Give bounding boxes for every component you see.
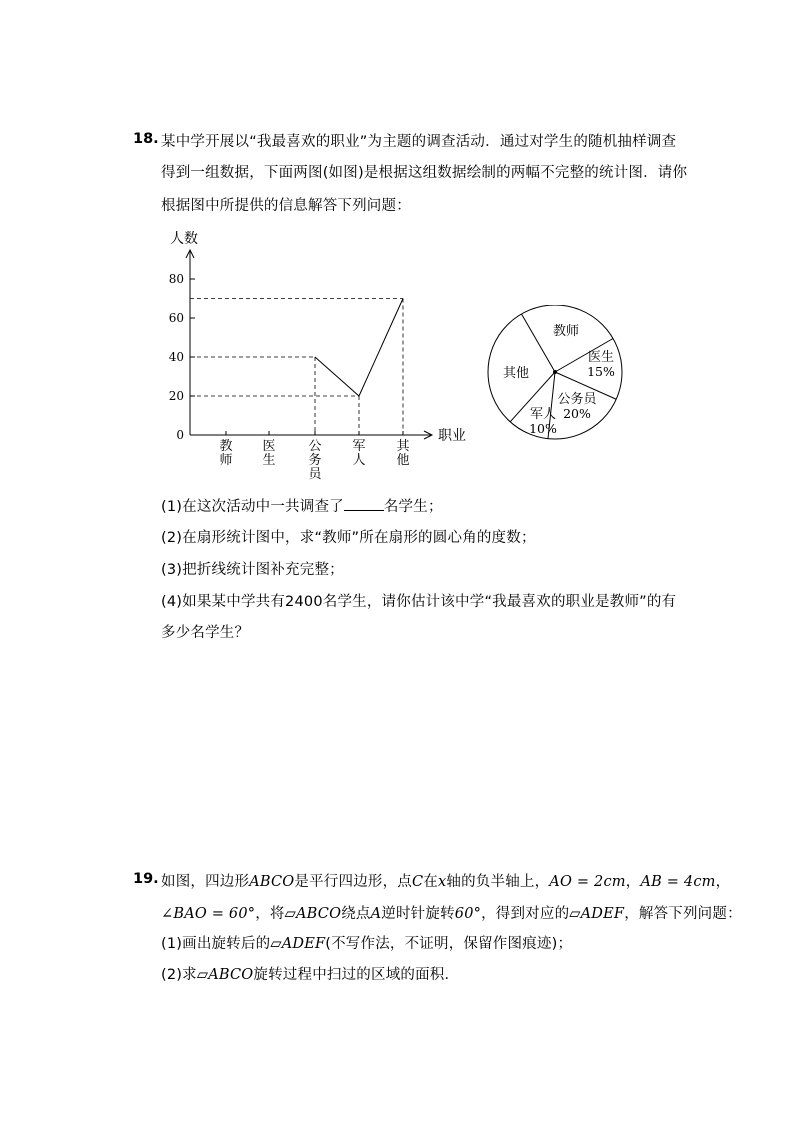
y-tick-label: 0 — [176, 428, 184, 442]
q19-l2-math-4: 60° — [454, 906, 482, 922]
q19-l3-b: (不写作法，不证明，保留作图痕迹)； — [325, 936, 573, 952]
y-axis-label: 人数 — [170, 231, 198, 247]
x-tick-label: 军 — [352, 439, 366, 454]
q19-line-1 — [161, 870, 730, 891]
q19-l2-math-2: ABCO — [296, 906, 342, 922]
q18-sub1-text-a: (1)在这次活动中一共调查了 — [161, 499, 344, 515]
pie-slice-label: 公务员 — [557, 392, 597, 407]
series-line — [315, 299, 403, 397]
line-chart — [160, 225, 480, 485]
q19-l1-math-5: AB = 4cm — [640, 874, 716, 890]
y-tick-label: 60 — [168, 311, 184, 325]
q19-l4-math-1: ABCO — [208, 967, 254, 983]
q19-l2-math-3: A — [370, 906, 382, 922]
q19-l3-math-1: ADEF — [281, 936, 326, 952]
q19-l2-c: 逆时针旋转 — [381, 906, 455, 922]
q19-line-3 — [161, 932, 572, 953]
q19-l3-a: (1)画出旋转后的▱ — [161, 936, 282, 952]
q19-l2-math-1: ∠BAO = 60° — [161, 906, 256, 922]
q18-sub4-line-2: 多少名学生？ — [161, 625, 250, 641]
x-tick-label: 医 — [262, 439, 276, 454]
q19-l2-math-5: ADEF — [580, 906, 625, 922]
pie-slice-label: 医生 — [587, 350, 615, 365]
x-tick-label: 公 — [308, 439, 322, 454]
q19-l1-math-1: ABCO — [249, 874, 295, 890]
pie-slice-label: 教师 — [552, 324, 580, 339]
x-tick-label: 务 — [308, 453, 322, 468]
q18-sub1 — [161, 495, 443, 516]
pie-slice-boundary — [522, 314, 556, 372]
q19-l2-b: 绕点 — [341, 906, 371, 922]
answer-blank — [344, 498, 384, 511]
q19-l1-e: ， — [625, 874, 641, 890]
x-tick-label: 员 — [308, 467, 322, 482]
x-tick-label: 生 — [262, 453, 276, 468]
x-axis-label: 职业 — [438, 428, 466, 444]
q18-sub1-text-b: 名学生； — [383, 499, 443, 515]
x-tick-label: 其 — [396, 439, 410, 454]
q18-stem-line-2: 得到一组数据，下面两图(如图)是根据这组数据绘制的两幅不完整的统计图．请你 — [161, 165, 688, 181]
q19-line-2 — [161, 902, 742, 923]
x-tick-label: 教 — [219, 439, 233, 454]
x-tick-label: 师 — [219, 453, 233, 468]
q19-l1-math-4: AO = 2cm — [549, 874, 626, 890]
q19-l1-math-3: x — [438, 874, 447, 890]
q18-stem-line-3: 根据图中所提供的信息解答下列问题： — [161, 198, 411, 214]
pie-chart — [480, 305, 640, 445]
y-tick-label: 80 — [168, 272, 184, 286]
q18-sub2: (2)在扇形统计图中，求“教师”所在扇形的圆心角的度数； — [161, 530, 536, 546]
pie-percent-label: 20% — [563, 406, 591, 421]
q18-sub3: (3)把折线统计图补充完整； — [161, 562, 344, 578]
q19-l1-a: 如图，四边形 — [161, 874, 250, 890]
q19-l1-c: 在 — [423, 874, 438, 890]
q19-l4-a: (2)求▱ — [161, 967, 209, 983]
pie-slice-label: 军人 — [529, 407, 557, 422]
pie-percent-label: 10% — [529, 421, 557, 436]
q19-l2-d: ，得到对应的▱ — [481, 906, 581, 922]
q19-l1-f: ， — [715, 874, 731, 890]
q19-l1-math-2: C — [412, 874, 424, 890]
question-18-number: 18. — [133, 131, 159, 147]
q18-stem-line-1: 某中学开展以“我最喜欢的职业”为主题的调查活动．通过对学生的随机抽样调查 — [161, 134, 677, 150]
y-tick-label: 40 — [168, 350, 184, 364]
x-tick-label: 人 — [352, 453, 366, 468]
q19-l2-a: ，将▱ — [255, 906, 296, 922]
q19-l2-e: ，解答下列问题： — [624, 906, 742, 922]
q18-sub4-line-1: (4)如果某中学共有2400名学生，请你估计该中学“我最喜欢的职业是教师”的有 — [161, 594, 677, 610]
y-tick-label: 20 — [168, 389, 184, 403]
x-tick-label: 他 — [396, 453, 410, 468]
pie-slice-label: 其他 — [502, 366, 530, 381]
q19-l1-b: 是平行四边形，点 — [294, 874, 412, 890]
pie-percent-label: 15% — [587, 364, 615, 379]
q19-line-4 — [161, 963, 459, 984]
q19-l4-b: 旋转过程中扫过的区域的面积． — [253, 967, 460, 983]
question-19-number: 19. — [133, 871, 159, 887]
q19-l1-d: 轴的负半轴上， — [446, 874, 550, 890]
